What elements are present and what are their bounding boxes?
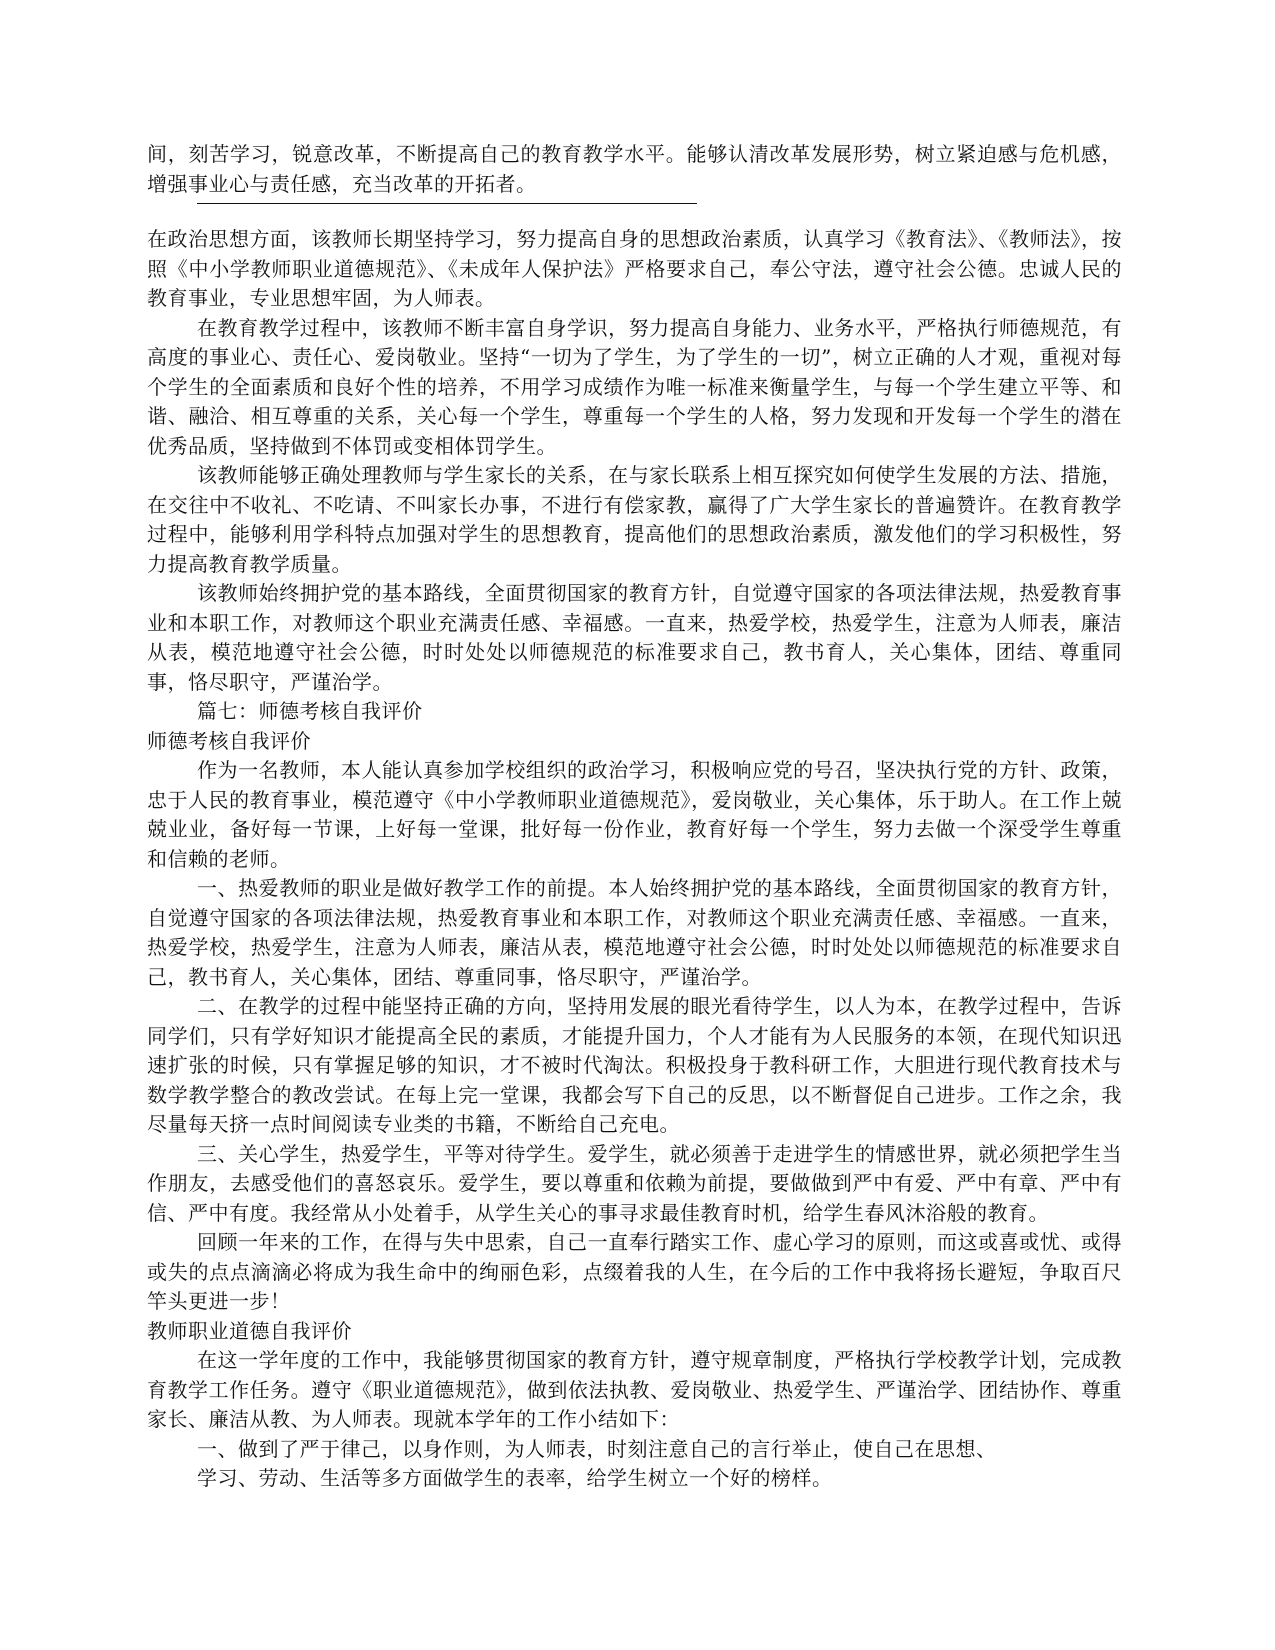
paragraph-party-line: 该教师始终拥护党的基本路线，全面贯彻国家的教育方针，自觉遵守国家的各项法律法规，热爱教育事业和本职工作，对教师这个职业充满责任感、幸福感。一直来，热爱学校，热爱学生，注意为人师表，廉洁从表，模范地遵守社会公德，时时处处以师德规范的标准要求自己，教书育人，关心集体，团结、尊重同事，恪尽职守，严谨治学。 — [147, 581, 1122, 694]
paragraph-strict-self: 一、做到了严于律己，以身作则，为人师表，时刻注意自己的言行举止，使自己在思想、 — [197, 1436, 997, 1461]
paragraph-point-three: 三、关心学生，热爱学生，平等对待学生。爱学生，就必须善于走进学生的情感世界，就必须把学生当作朋友，去感受他们的喜怒哀乐。爱学生，要以尊重和依赖为前提，要做做到严中有爱、严中有章、严中有信、严中有度。我经常从小处着手，从学生关心的事寻求最佳教育时机，给学生春风沐浴般的教育。 — [147, 1141, 1122, 1225]
paragraph-point-one: 一、热爱教师的职业是做好教学工作的前提。本人始终拥护党的基本路线，全面贯彻国家的教育方针，自觉遵守国家的各项法律法规，热爱教育事业和本职工作，对教师这个职业充满责任感、幸福感。一直来，热爱学校，热爱学生，注意为人师表，廉洁从表，模范地遵守社会公德，时时处处以师德规范的标准要求自己，教书育人，关心集体，团结、尊重同事，恪尽职守，严谨治学。 — [147, 876, 1122, 989]
paragraph-teaching-process: 在教育教学过程中，该教师不断丰富自身学识，努力提高自身能力、业务水平，严格执行师德规范，有高度的事业心、责任心、爱岗敬业。坚持“一切为了学生，为了学生的一切”，树立正确的人才观，重视对每个学生的全面素质和良好个性的培养，不用学习成绩作为唯一标准来衡量学生，与每一个学生建立平等、和谐、融洽、相互尊重的关系，关心每一个学生，尊重每一个学生的人格，努力发现和开发每一个学生的潜在优秀品质，坚持做到不体罚或变相体罚学生。 — [147, 315, 1122, 458]
paragraph-review: 回顾一年来的工作，在得与失中思索，自己一直奉行踏实工作、虚心学习的原则，而这或喜或忧、或得或失的点点滴滴必将成为我生命中的绚丽色彩，点缀着我的人生，在今后的工作中我将扬长避短，争取百尺竿头更进一步！ — [147, 1230, 1122, 1313]
document-page — [147, 140, 1122, 1494]
paragraph-parent-relations: 该教师能够正确处理教师与学生家长的关系，在与家长联系上相互探究如何使学生发展的方法、措施，在交往中不收礼、不吃请、不叫家长办事，不进行有偿家教，赢得了广大学生家长的普遍赞许。在教育教学过程中，能够利用学科特点加强对学生的思想教育，提高他们的思想政治素质，激发他们的学习积极性，努力提高教育教学质量。 — [147, 463, 1122, 576]
paragraph-as-a-teacher: 作为一名教师，本人能认真参加学校组织的政治学习，积极响应党的号召，坚决执行党的方针、政策，忠于人民的教育事业，模范遵守《中小学教师职业道德规范》，爱岗敬业，关心集体，乐于助人。在工作上兢兢业业，备好每一节课，上好每一堂课，批好每一份作业，教育好每一个学生，努力去做一个深受学生尊重和信赖的老师。 — [147, 758, 1122, 871]
paragraph-point-two: 二、在教学的过程中能坚持正确的方向，坚持用发展的眼光看待学生，以人为本，在教学过程中，告诉同学们，只有学好知识才能提高全民的素质，才能提升国力，个人才能有为人民服务的本领，在现代知识迅速扩张的时候，只有掌握足够的知识，才不被时代淘汰。积极投身于教科研工作，大胆进行现代教育技术与数学教学整合的教改尝试。在每上完一堂课，我都会写下自己的反思，以不断督促自己进步。工作之余，我尽量每天挤一点时间阅读专业类的书籍，不断给自己充电。 — [147, 994, 1122, 1136]
paragraph-role-model: 学习、劳动、生活等多方面做学生的表率，给学生树立一个好的榜样。 — [197, 1466, 833, 1490]
paragraph-political-thought: 在政治思想方面，该教师长期坚持学习，努力提高自身的思想政治素质，认真学习《教育法》、《教师法》，按照《中小学教师职业道德规范》、《未成年人保护法》严格要求自己，奉公守法，遵守社会公德。忠诚人民的教育事业，专业思想牢固，为人师表。 — [147, 227, 1122, 310]
section-title-professional-ethics: 教师职业道德自我评价 — [147, 1318, 352, 1343]
paragraph-school-year: 在这一学年度的工作中，我能够贯彻国家的教育方针，遵守规章制度，严格执行学校教学计划，完成教育教学工作任务。遵守《职业道德规范》，做到依法执教、爱岗敬业、热爱学生、严谨治学、团结协作、尊重家长、廉洁从教、为人师表。现就本学年的工作小结如下： — [147, 1348, 1122, 1431]
section-title-self-evaluation: 师德考核自我评价 — [147, 728, 311, 753]
separator-line — [197, 203, 697, 204]
section-heading-part-seven: 篇七：师德考核自我评价 — [197, 699, 423, 723]
paragraph-continued: 间，刻苦学习，锐意改革，不断提高自己的教育教学水平。能够认清改革发展形势，树立紧迫感与危机感，增强事业心与责任感，充当改革的开拓者。 — [147, 142, 1122, 196]
